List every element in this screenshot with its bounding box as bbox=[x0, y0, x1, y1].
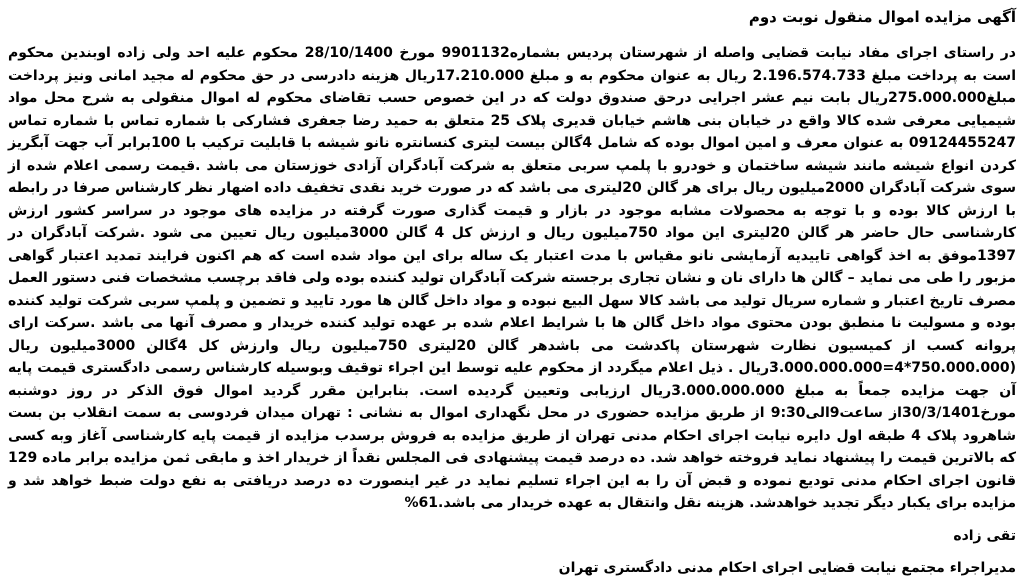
auction-notice bbox=[8, 4, 1016, 581]
office-title: مدیراجراء مجتمع نیابت قضایی اجرای احکام مدنی دادگستری تهران bbox=[558, 559, 1016, 576]
notice-body: در راستای اجرای مفاد نیابت قضایی واصله از شهرستان پردیس بشماره9901132 مورخ 28/10/1400 محکوم علیه احد ولی زاده اوبندین محکوم است به پرداخت مبلغ 2.196.574.733 ریال به عنوان محکوم به و مبلغ 17.210.000ریال هزینه دادرسی در حق محکوم له مجید امانی ونیز پرداخت مبلغ275.000.000ریال بابت نیم عشر اجرایی درحق صندوق دولت که در این خصوص حسب تقاضای محکوم له اموال منقولی به شرح محل مواد شیمیایی معرفی شده کالا واقع در خیابان بنی هاشم خیابان قدیری پلاک 25 متعلق به حمید رضا جعفری فشارکی با شماره تماس با شماره تماس 09124455247 به عنوان معرف و امین اموال بوده که شامل 4گالن بیست لیتری کنسانتره نانو شیشه با قابلیت ترکیب با 100برابر آب جهت آبگریز کردن انواع شیشه مانند شیشه ساختمان و خودرو با پلمپ سربی متعلق به شرکت آبادگران آزادی خوزستان می باشد .قیمت رسمی اعلام شده از سوی شرکت آبادگران 2000میلیون ریال برای هر گالن 20لیتری می باشد که در صورت خرید نقدی تخفیف داده اضهار نظر کارشناس صرفا در رابطه با ارزش کالا بوده و با توجه به محصولات مشابه موجود در بازار و قیمت گذاری صورت گرفته در مزایده های موجود در سراسر کشور ارزش کارشناسی حال حاضر هر گالن 20لیتری این مواد 750میلیون ریال و ارزش کل 4 گالن 3000میلیون ریال تعیین می شود .شرکت آبادگران در 1397موفق به اخذ گواهی تاییدیه آزمایشی نانو مقیاس با مدت اعتبار یک ساله برای این مواد شده است که هم اکنون فرایند تمدید اعتبار گواهی مزبور را طی می نماید – گالن ها دارای نان و نشان تجاری برجسته شرکت آبادگران تولید کننده بوده ولی فاقد برچسب مشخصات فنی دستور العمل مصرف تاریخ اعتبار و شماره سریال تولید می باشد کالا سهل البیع نبوده و مواد داخل گالن ها مورد تایید و تضمین و پلمپ سربی شرکت تولید کننده بوده و مسولیت نا منطبق بودن محتوی مواد داخل گالن ها با شرایط اعلام شده بر عهده تولید کننده خریدار و مصرف آنها می باشد .سرکت ارای پروانه کسب از کمیسیون نظارت شهرستان پاکدشت می باشدهر گالن 20لیتری 750میلیون ریال وارزش کل 4گالن 3000میلیون ریال (750.000.000*4=3.000.000.000ریال . ذیل اعلام میگردد از محکوم علیه توسط این اجراء توقیف وبوسیله کارشناس رسمی دادگستری قیمت پایه آن جهت مزایده جمعاً به مبلغ 3.000.000.000ریال ارزیابی وتعیین گردیده است. بنابراین مقرر گردید اموال فوق الذکر در روز دوشنبه مورخ30/3/1401از ساعت9الی9:30 از طریق مزایده حضوری در محل نگهداری اموال به نشانی : تهران میدان فردوسی به سمت انقلاب بن بست شاهرود پلاک 4 طبقه اول دایره نیابت اجرای احکام مدنی تهران از طریق مزایده به فروش برسدب مزایده از قیمت پایه کارشناسی آغاز وبه کسی که بالاترین قیمت را پیشنهاد نماید فروخته خواهد شد. ده درصد قیمت پیشنهادی فی المجلس نقداً از خریدار اخذ و مابقی ثمن مزایده برابر ماده 129 قانون اجرای احکام مدنی توديع نموده و قبض آن را به این اجراء تسلیم نماید در غیر اینصورت ده درصد دریافتی به نفع دولت ضبط خواهد شد و مزایده برای یکبار دیگر تجدید خواهدشد. هزینه نقل وانتقال به عهده خریدار می باشد.61% bbox=[8, 45, 1017, 511]
signer-name: تقی زاده bbox=[953, 527, 1016, 544]
notice-title: آگهی مزایده اموال منقول نوبت دوم bbox=[748, 8, 1016, 26]
